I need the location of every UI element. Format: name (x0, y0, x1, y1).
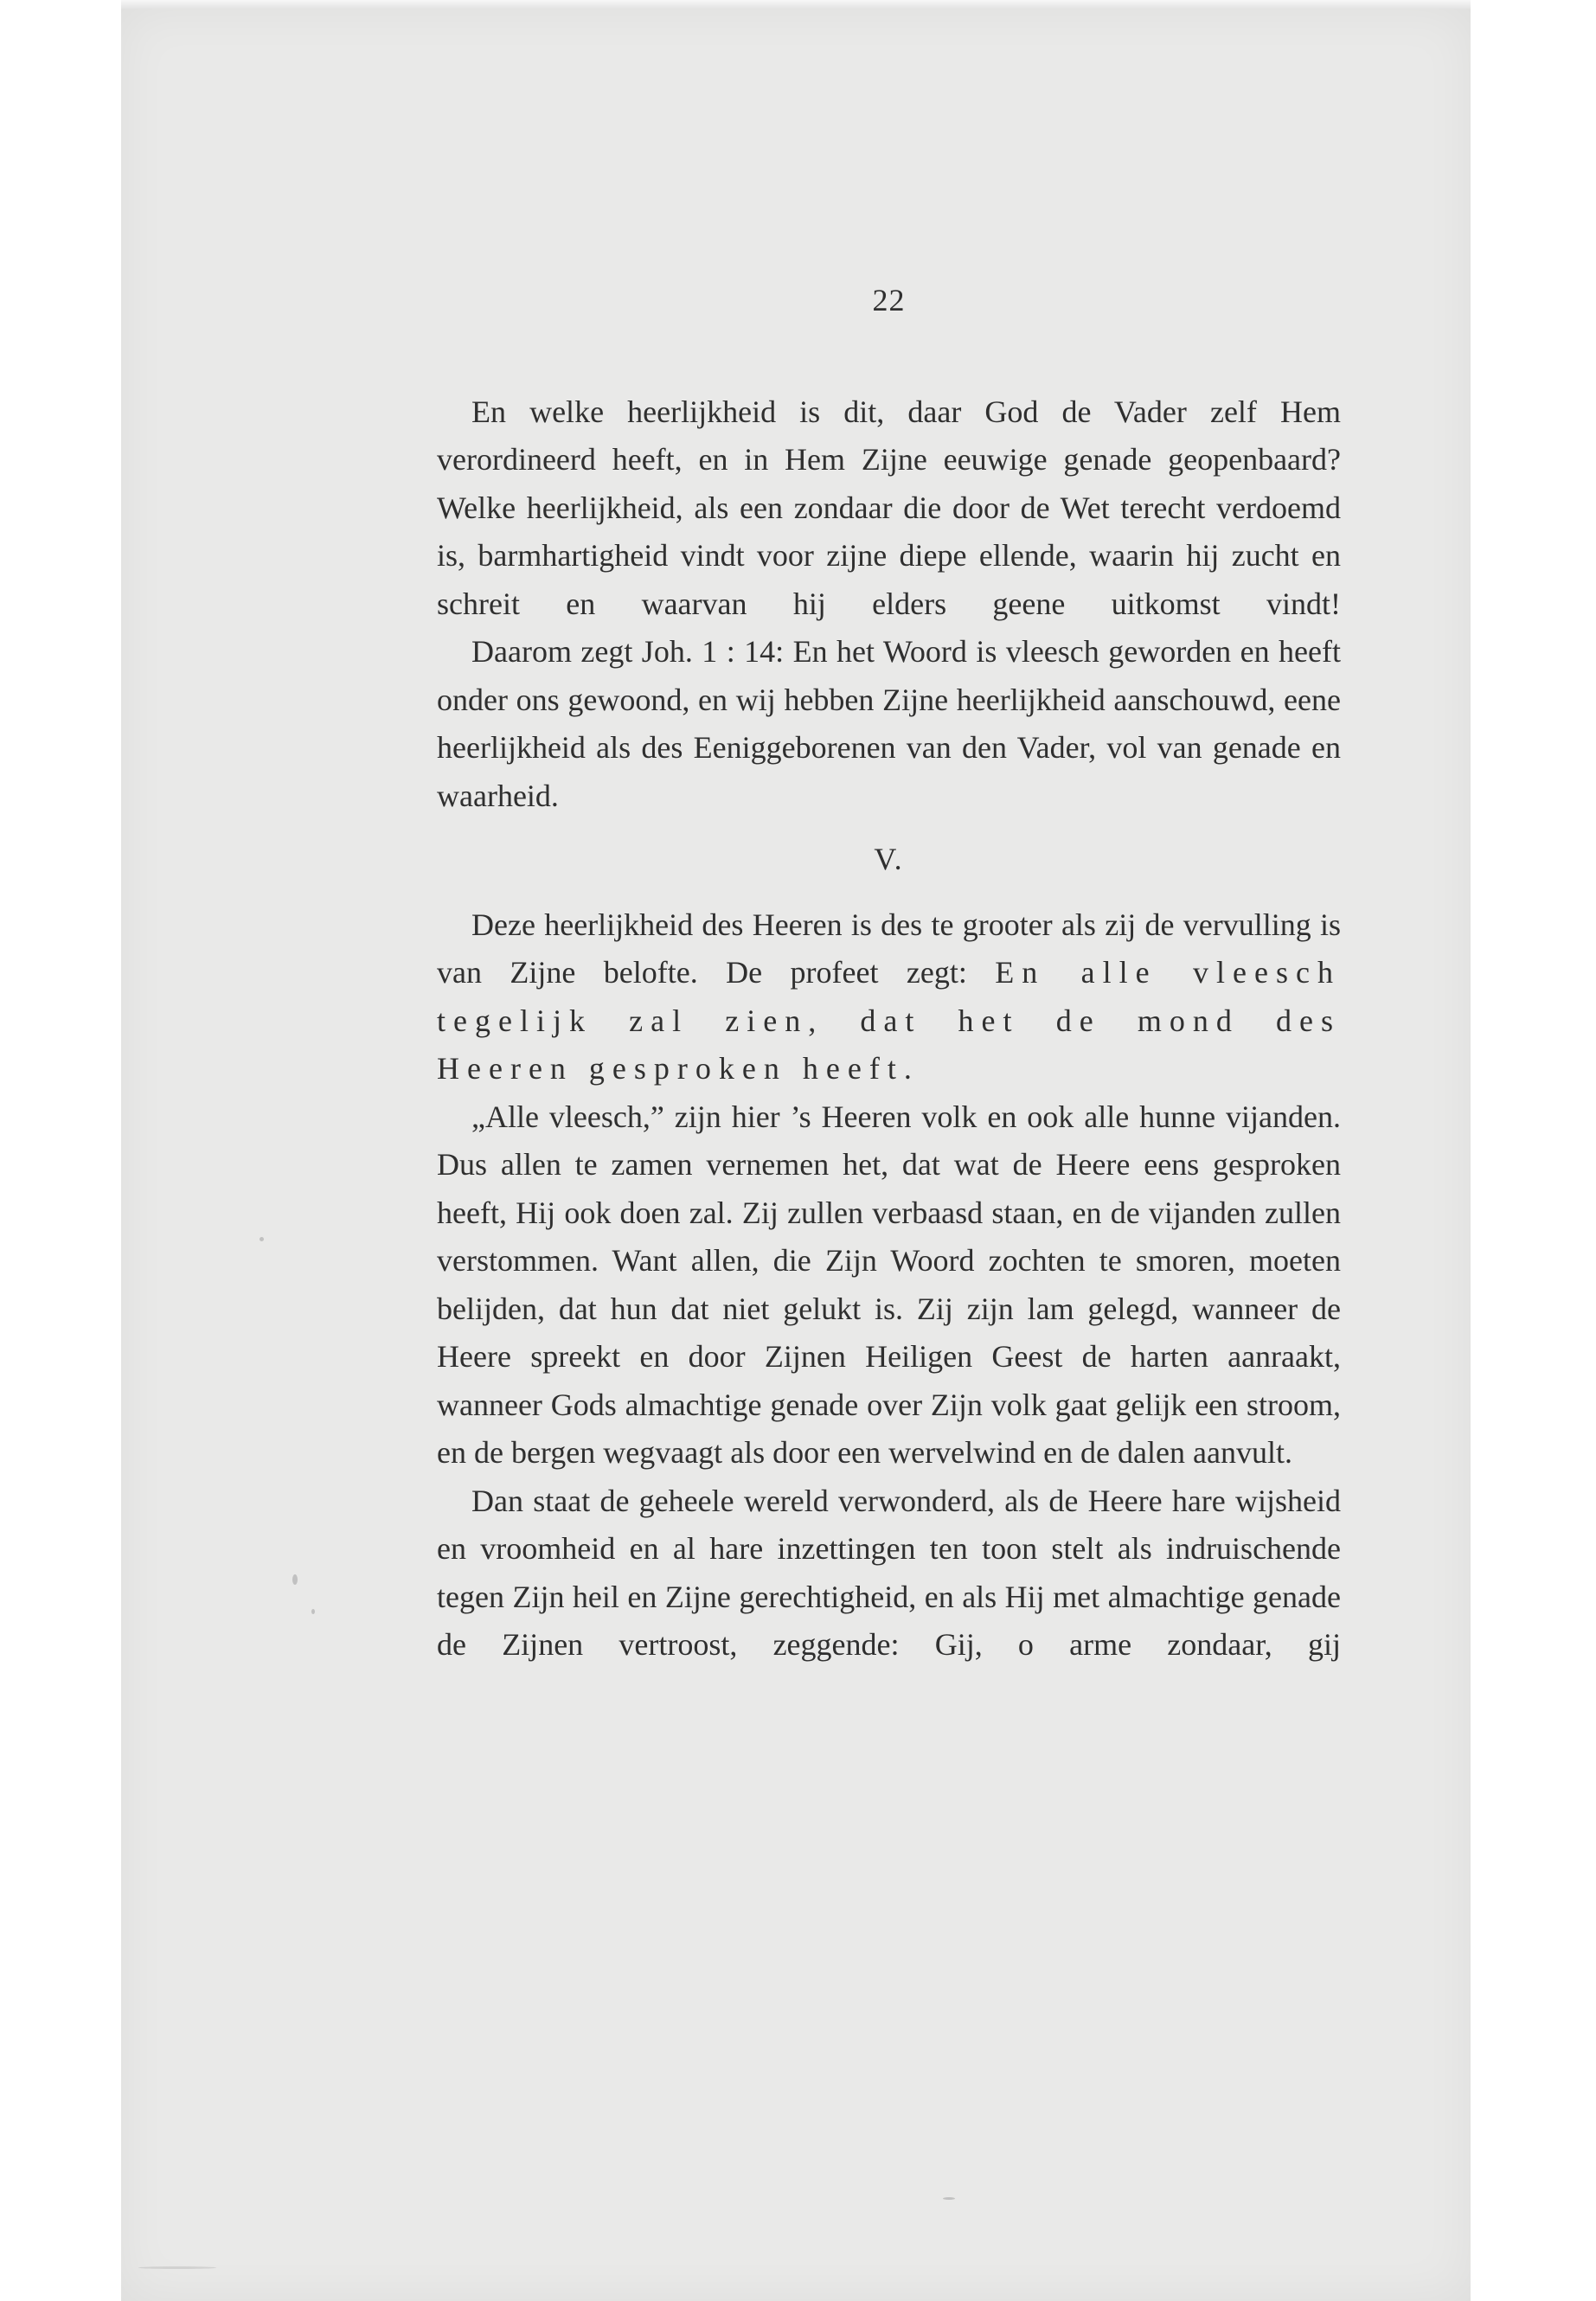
paragraph-2: Daarom zegt Joh. 1 : 14: En het Woord is vleesch geworden en heeft onder ons gewoond, en wij hebben Zijne heerlijkheid aanschouwd, eene heerlijkheid als des Eeniggeborenen van den Vader, vol van genade en waarheid. (437, 634, 1341, 813)
paragraph-5: Dan staat de geheele wereld verwonderd, als de Heere hare wijsheid en vroomheid en al hare inzettingen ten toon stelt als indruischende tegen Zijn heil en Zijne gerechtigheid, en als Hij met almachtige genade de Zijnen vertroost, zeggende: Gij, o arme zondaar, gij (437, 1483, 1341, 1662)
paragraph-3-text: Deze heerlijkheid des Heeren is des te grooter als zij de vervulling is van Zijne belofte. De profeet zegt: (437, 907, 1341, 990)
page-top-edge (121, 0, 1471, 9)
paragraph-4: „Alle vleesch,” zijn hier ’s Heeren volk en ook alle hunne vijanden. Dus allen te zamen vernemen het, dat wat de Heere eens gesproken heeft, Hij ook doen zal. Zij zullen verbaasd staan, en de vijanden zullen verstommen. Want allen, die Zijn Woord zochten te smoren, moeten belijden, dat hun dat niet gelukt is. Zij zijn lam gelegd, wanneer de Heere spreekt en door Zijnen Heiligen Geest de harten aanraakt, wanneer Gods almachtige genade over Zijn volk gaat gelijk een stroom, en de bergen wegvaagt als door een wervelwind en de dalen aanvult. (437, 1099, 1341, 1470)
scan-speck (943, 2197, 955, 2200)
scan-speck (260, 1237, 264, 1241)
paragraph-3 (437, 901, 1341, 1093)
page-text (437, 277, 1341, 1670)
scan-speck (311, 1609, 315, 1614)
section-heading: V. (874, 842, 904, 876)
paragraph-1: En welke heerlijkheid is dit, daar God de Vader zelf Hem verordineerd heeft, en in Hem Zijne eeuwige genade geopenbaard? Welke heerlijkheid, als een zondaar die door de Wet terecht verdoemd is, barmhartigheid vindt voor zijne diepe ellende, waarin hij zucht en schreit en waarvan hij elders geene uitkomst vindt! (437, 394, 1341, 621)
scan-speck (138, 2266, 216, 2269)
page-number: 22 (872, 283, 906, 317)
scan-speck (292, 1574, 298, 1585)
prophecy-quote: En alle vleesch tegelijk zal zien, dat het de mond des Heeren gesproken heeft. (437, 955, 1341, 1086)
